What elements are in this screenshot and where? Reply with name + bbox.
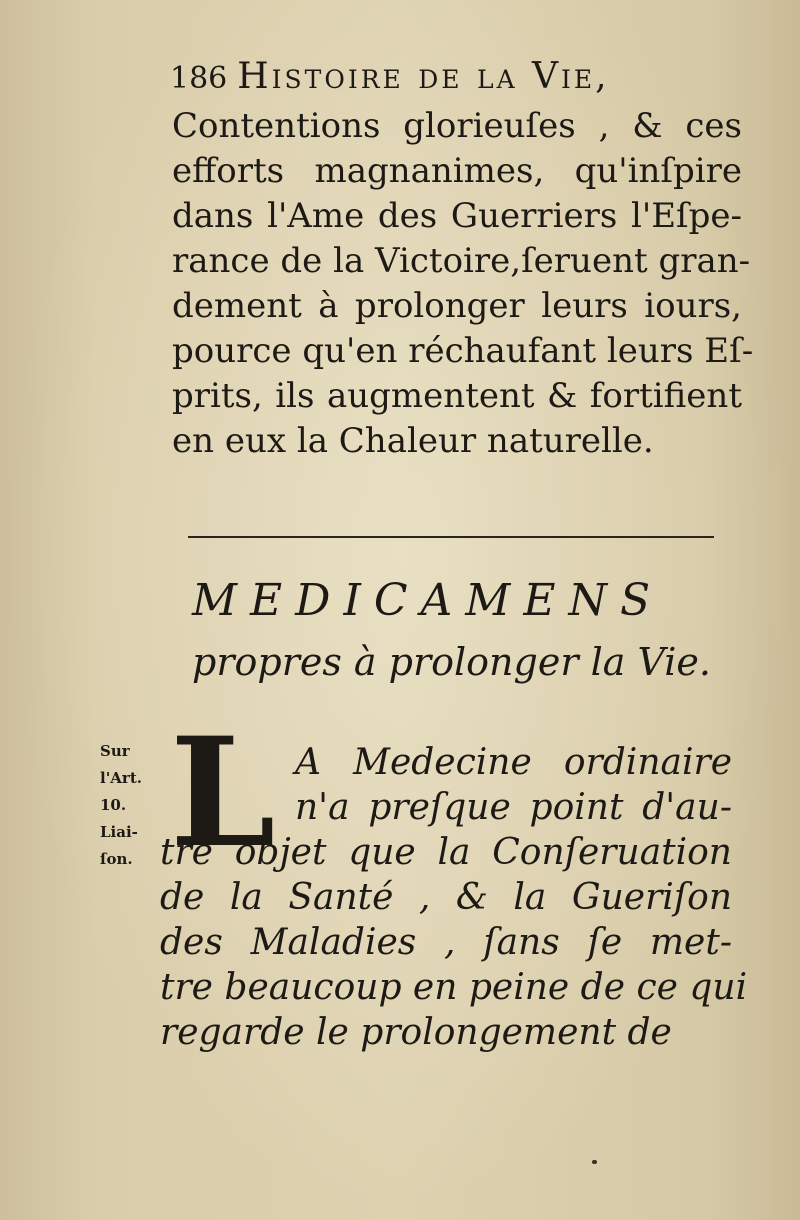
text-line: dans l'Ame des Guerriers l'Eſpe- — [172, 196, 742, 236]
body-paragraph — [172, 104, 754, 464]
marginal-note — [100, 738, 160, 873]
italic-line: tre objet que la Conſeruation — [160, 832, 732, 873]
section-heading: MEDICAMENS — [192, 575, 664, 626]
italic-line: regarde le prolongement de — [160, 1012, 672, 1053]
text-line: dement à prolonger leurs iours, — [172, 286, 742, 326]
italic-line: de la Santé , & la Gueriſon — [160, 877, 732, 918]
section-divider — [188, 536, 714, 538]
italic-line: A Medecine ordinaire — [295, 742, 732, 783]
marginal-note-line: 10. — [100, 796, 127, 814]
drop-cap: L — [170, 705, 276, 881]
marginal-note-line: Sur — [100, 742, 130, 760]
text-line: rance de la Victoire,ſeruent gran- — [172, 241, 751, 281]
page-number: 186 — [170, 61, 228, 96]
text-line: efforts magnanimes, qu'inſpire — [172, 151, 742, 191]
running-title: Histoire de la Vie, — [237, 56, 610, 97]
text-line: prits, ils augmentent & fortifient — [172, 376, 742, 416]
text-line: pource qu'en réchaufant leurs Eſ- — [172, 331, 754, 371]
marginal-note-line: l'Art. — [100, 769, 142, 787]
text-line: Contentions glorieuſes , & ces — [172, 106, 742, 146]
italic-line: tre beaucoup en peine de ce qui — [160, 967, 748, 1008]
marginal-note-line: ſon. — [100, 850, 133, 868]
text-line: en eux la Chaleur naturelle. — [172, 421, 654, 461]
running-head — [170, 56, 730, 97]
italic-line: des Maladies , ſans ſe met- — [160, 922, 732, 963]
marginal-note-line: Liai- — [100, 823, 138, 841]
section-subheading: propres à prolonger la Vie. — [192, 640, 711, 684]
italic-paragraph — [160, 740, 748, 1055]
italic-line: n'a preſque point d'au- — [295, 787, 732, 828]
ink-speck — [592, 1160, 597, 1164]
